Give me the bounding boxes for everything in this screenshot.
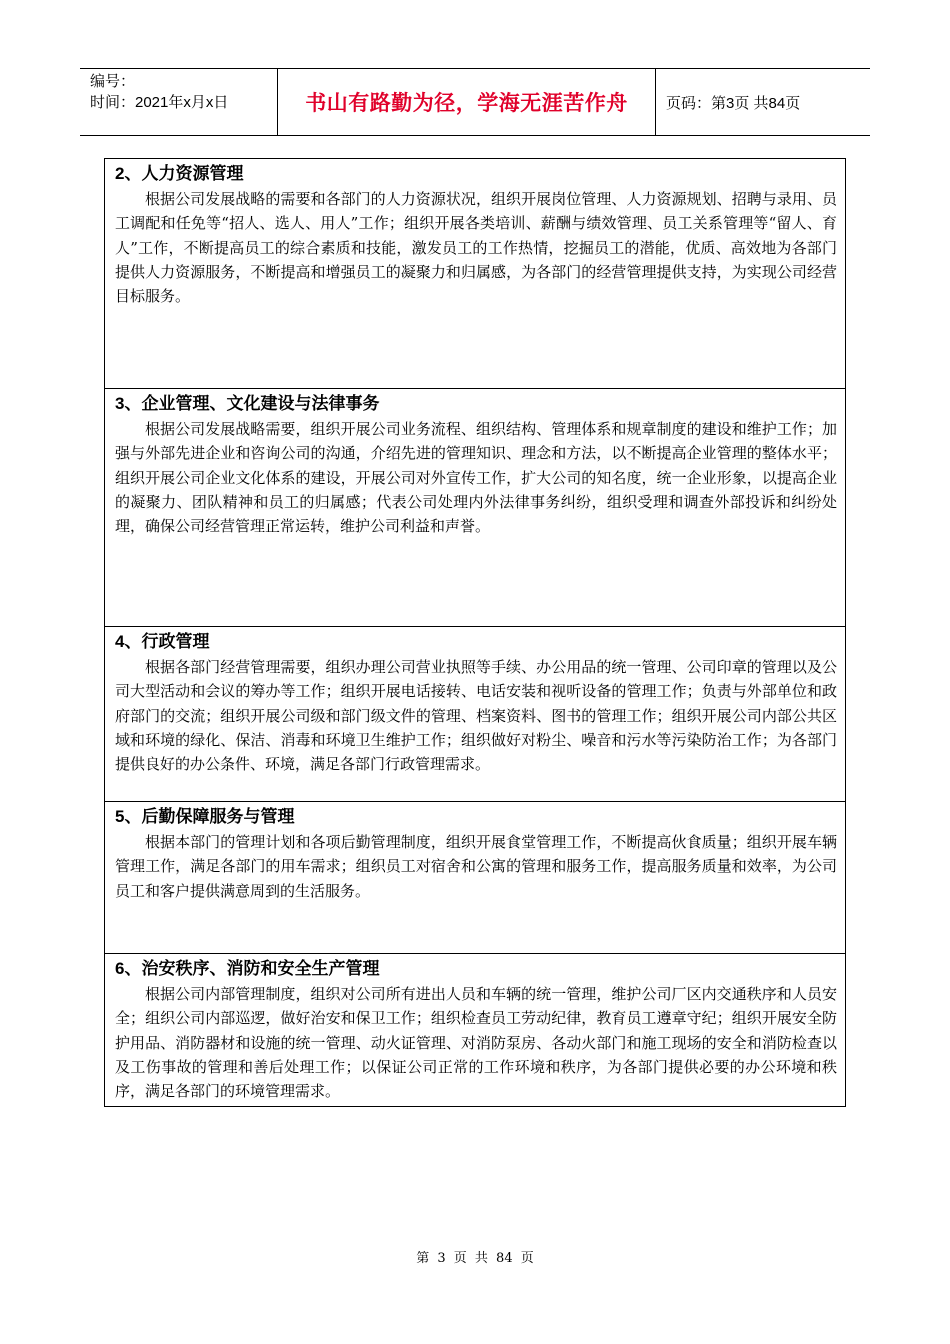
page-footer: 第 3 页 共 84 页: [416, 1251, 534, 1266]
document-number-label: 编号：: [90, 73, 136, 90]
section-body: 根据本部门的管理计划和各项后勤管理制度，组织开展食堂管理工作，不断提高伙食质量；组织开展车辆管理工作，满足各部门的用车需求；组织员工对宿舍和公寓的管理和服务工作，提高服务质量和效率，为公司员工和客户提供满意周到的生活服务。: [115, 833, 837, 900]
page-header: [80, 68, 870, 136]
section-title: 5、后勤保障服务与管理: [115, 807, 295, 826]
section-title: 6、治安秩序、消防和安全生产管理: [115, 959, 380, 978]
content-table: [104, 158, 846, 1107]
header-motto: 书山有路勤为径，学海无涯苦作舟: [278, 69, 656, 135]
section-enterprise-management: [105, 388, 845, 626]
section-body: 根据公司发展战略需要，组织开展公司业务流程、组织结构、管理体系和规章制度的建设和维护工作；加强与外部先进企业和咨询公司的沟通，介绍先进的管理知识、理念和方法，以不断提高企业管理的整体水平；组织开展公司企业文化体系的建设，开展公司对外宣传工作，扩大公司的知名度，统一企业形象，以提高企业的凝聚力、团队精神和员工的归属感；代表公司处理内外法律事务纠纷，组织受理和调查外部投诉和纠纷处理，确保公司经营管理正常运转，维护公司利益和声誉。: [115, 420, 837, 536]
header-info-cell: [80, 69, 278, 135]
section-title: 3、企业管理、文化建设与法律事务: [115, 394, 380, 413]
section-human-resources: [105, 159, 845, 388]
section-title: 2、人力资源管理: [115, 164, 244, 183]
section-security-safety: [105, 953, 845, 1106]
document-time-label: 时间：2021年x月x日: [90, 94, 229, 111]
section-logistics: [105, 801, 845, 953]
header-page-code: 页码：第3页 共84页: [666, 94, 801, 112]
section-title: 4、行政管理: [115, 632, 210, 651]
section-body: 根据各部门经营管理需要，组织办理公司营业执照等手续、办公用品的统一管理、公司印章的管理以及公司大型活动和会议的筹办等工作；组织开展电话接转、电话安装和视听设备的管理工作；负责与外部单位和政府部门的交流；组织开展公司级和部门级文件的管理、档案资料、图书的管理工作；组织开展公司内部公共区域和环境的绿化、保洁、消毒和环境卫生维护工作；组织做好对粉尘、噪音和污水等污染防治工作；为各部门提供良好的办公条件、环境，满足各部门行政管理需求。: [115, 658, 837, 774]
section-body: 根据公司发展战略的需要和各部门的人力资源状况，组织开展岗位管理、人力资源规划、招聘与录用、员工调配和任免等“招人、选人、用人”工作；组织开展各类培训、薪酬与绩效管理、员工关系管理等“留人、育人”工作，不断提高员工的综合素质和技能，激发员工的工作热情，挖掘员工的潜能，优质、高效地为各部门提供人力资源服务，不断提高和增强员工的凝聚力和归属感，为各部门的经营管理提供支持，为实现公司经营目标服务。: [115, 190, 837, 306]
section-administration: [105, 626, 845, 801]
section-body: 根据公司内部管理制度，组织对公司所有进出人员和车辆的统一管理，维护公司厂区内交通秩序和人员安全；组织公司内部巡逻，做好治安和保卫工作；组织检查员工劳动纪律，教育员工遵章守纪；组织开展安全防护用品、消防器材和设施的统一管理、动火证管理、对消防泵房、各动火部门和施工现场的安全和消防检查以及工伤事故的管理和善后处理工作；以保证公司正常的工作环境和秩序，为各部门提供必要的办公环境和秩序，满足各部门的环境管理需求。: [115, 985, 837, 1101]
